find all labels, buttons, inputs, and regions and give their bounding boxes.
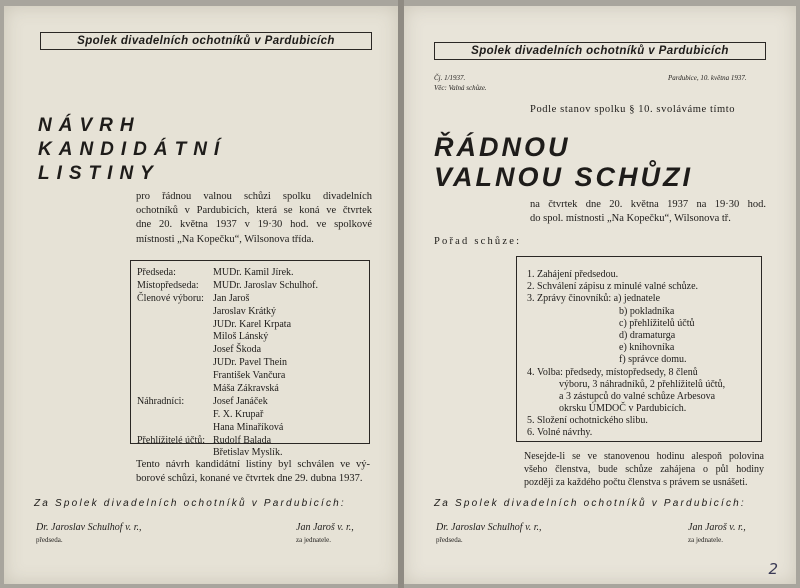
agenda-text: Volné návrhy. — [537, 427, 593, 439]
agenda-item — [527, 293, 761, 305]
candidate-row — [137, 280, 369, 293]
candidate-name: JUDr. Pavel Thein — [213, 357, 287, 369]
agenda-item — [527, 427, 761, 439]
candidate-row — [137, 409, 369, 422]
agenda-text: Volba: předsedy, místopředsedy, 8 členů — [537, 366, 698, 378]
agenda-item — [527, 367, 761, 379]
right-title-line-2: VALNOU SCHŮZI — [434, 162, 693, 192]
candidate-row — [137, 331, 369, 344]
quorum-note — [524, 450, 764, 489]
agenda-number: 6. — [527, 427, 535, 439]
reference-number: Čj. 1/1937. — [434, 74, 466, 82]
agenda-continuation — [527, 391, 761, 403]
agenda-text: Zprávy činovníků: a) jednatele — [537, 293, 661, 305]
agenda-item — [527, 415, 761, 427]
candidate-name: Miloš Lánský — [213, 331, 269, 343]
subject-line: Věc: Valná schůze. — [434, 84, 487, 92]
right-signoff: Za Spolek divadelních ochotníků v Pardubicích: — [434, 498, 746, 509]
right-signature-2: Jan Jaroš v. r., — [688, 522, 746, 533]
right-signature-1: Dr. Jaroslav Schulhof v. r., — [436, 522, 542, 533]
candidate-role: Místopředseda: — [137, 279, 199, 291]
agenda-subtext: f) správce domu. — [619, 354, 687, 366]
left-signature-2: Jan Jaroš v. r., — [296, 522, 354, 533]
agenda-subitem — [527, 354, 761, 366]
candidate-row — [137, 319, 369, 332]
agenda-box — [516, 256, 762, 442]
right-signature-2-role: za jednatele. — [688, 536, 723, 544]
pencil-page-mark: 2 — [768, 560, 778, 578]
quorum-line: Nesejde-li se ve stanovenou hodinu alespoň polovina — [524, 451, 764, 462]
left-title-line-1: NÁVRH — [38, 115, 141, 136]
candidate-row — [137, 267, 369, 280]
candidate-name: MUDr. Jaroslav Schulhof. — [213, 279, 318, 291]
agenda-text: Zahájení předsedou. — [537, 269, 619, 280]
candidate-name: Hana Minaříková — [213, 421, 284, 433]
agenda-subtext: d) dramaturga — [619, 329, 676, 341]
candidate-name: František Vančura — [213, 370, 286, 382]
agenda-number: 2. — [527, 281, 535, 293]
left-banner: Spolek divadelních ochotníků v Pardubicích — [40, 32, 372, 50]
candidate-row — [137, 383, 369, 396]
candidate-role: Náhradníci: — [137, 395, 185, 407]
agenda-continuation-text: okrsku ÚMDOČ v Pardubicích. — [559, 403, 687, 415]
right-page — [404, 6, 796, 584]
agenda-item — [527, 281, 761, 293]
agenda-text: Složení ochotnického slibu. — [537, 415, 648, 427]
candidate-name: F. X. Krupař — [213, 408, 264, 420]
quorum-line: později za každého počtu členstva s právem se usnášeti. — [524, 477, 748, 488]
candidate-name: JUDr. Karel Krpata — [213, 318, 292, 330]
candidate-row — [137, 293, 369, 306]
candidate-name: Máša Zákravská — [213, 383, 279, 395]
agenda-subtext: e) knihovníka — [619, 342, 675, 354]
agenda-item — [527, 269, 761, 281]
agenda-subitem — [527, 342, 761, 354]
intro-line: ochotníků v Pardubicích, která se koná ve čtvrtek — [136, 205, 372, 217]
intro-line: dne 20. května 1937 v 19·30 hod. ve spolkové — [136, 219, 372, 231]
approval-line: borové schůzi, konané ve čtvrtek dne 29. dubna 1937. — [136, 473, 363, 485]
meeting-when — [530, 198, 766, 226]
agenda-continuation — [527, 379, 761, 391]
when-line: na čtvrtek dne 20. května 1937 na 19·30 hod. — [530, 199, 766, 210]
candidate-row — [137, 435, 369, 448]
left-signature-1-role: předseda. — [36, 536, 63, 544]
intro-line: pro řádnou valnou schůzi spolku divadelních — [136, 191, 372, 202]
agenda-subitem — [527, 330, 761, 342]
agenda-number: 4. — [527, 366, 535, 378]
candidate-role: Členové výboru: — [137, 292, 204, 304]
left-title-line-3: LISTINY — [38, 163, 160, 184]
approval-line: Tento návrh kandidátní listiny byl schválen ve vý- — [136, 459, 370, 470]
agenda-number: 5. — [527, 415, 535, 427]
agenda-heading: Pořad schůze: — [434, 236, 522, 247]
left-intro — [136, 190, 372, 247]
candidate-name: Josef Škoda — [213, 344, 262, 356]
agenda-subitem — [527, 318, 761, 330]
left-signoff: Za Spolek divadelních ochotníků v Pardubicích: — [34, 498, 346, 509]
right-banner: Spolek divadelních ochotníků v Pardubicích — [434, 42, 766, 60]
agenda-continuation — [527, 403, 761, 415]
place-date: Pardubice, 10. května 1937. — [668, 74, 747, 82]
right-signature-1-role: předseda. — [436, 536, 463, 544]
candidate-role: Předseda: — [137, 267, 176, 278]
agenda-subitem — [527, 306, 761, 318]
agenda-number: 3. — [527, 293, 535, 305]
candidate-list-box — [130, 260, 370, 459]
quorum-line: všeho členstva, bude schůze zahájena o půl hodiny — [524, 464, 764, 475]
candidate-name: Jan Jaroš — [213, 292, 250, 304]
intro-line: místnosti „Na Kopečku“, Wilsonova třída. — [136, 233, 314, 245]
convene-line — [530, 103, 766, 117]
candidate-row — [137, 370, 369, 383]
agenda-number: 1. — [527, 269, 535, 280]
left-signature-2-role: za jednatele. — [296, 536, 331, 544]
candidate-role: Přehlížitelé účtů: — [137, 434, 206, 446]
when-line: do spol. místnosti „Na Kopečku“, Wilsonova tř. — [530, 213, 731, 225]
approval-note — [136, 458, 370, 486]
agenda-continuation-text: a 3 zástupců do valné schůze Arbesova — [559, 390, 716, 402]
agenda-subtext: b) pokladníka — [619, 305, 675, 317]
candidate-row — [137, 422, 369, 435]
candidate-row — [137, 344, 369, 357]
candidate-name: Břetislav Myslík. — [213, 447, 283, 459]
candidate-name: Jaroslav Krátký — [213, 305, 277, 317]
convene-text: Podle stanov spolku § 10. svoláváme tímto — [530, 104, 736, 115]
left-signature-1: Dr. Jaroslav Schulhof v. r., — [36, 522, 142, 533]
candidate-name: MUDr. Kamil Jírek. — [213, 267, 294, 278]
agenda-text: Schválení zápisu z minulé valné schůze. — [537, 281, 699, 293]
candidate-row — [137, 396, 369, 409]
right-title-line-1: ŘÁDNOU — [434, 132, 571, 162]
left-page — [4, 6, 398, 584]
agenda-subtext: c) přehlížitelů účtů — [619, 317, 695, 329]
candidate-name: Rudolf Balada — [213, 434, 272, 446]
candidate-row — [137, 306, 369, 319]
candidate-name: Josef Janáček — [213, 395, 268, 407]
candidate-row — [137, 357, 369, 370]
agenda-continuation-text: výboru, 3 náhradníků, 2 přehlížitelů účtů, — [559, 378, 726, 390]
left-title-line-2: KANDIDÁTNÍ — [38, 139, 227, 160]
